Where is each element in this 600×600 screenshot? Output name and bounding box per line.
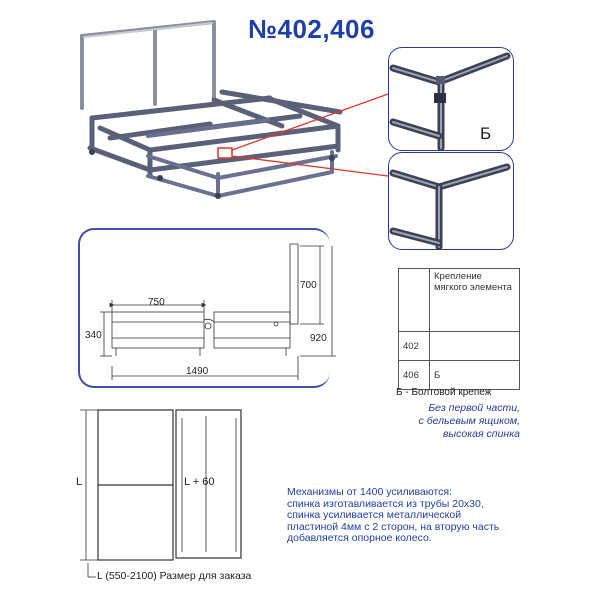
plan-right-label: L + 60 <box>184 476 215 488</box>
order-size-note: L (550-2100) Размер для заказа <box>97 570 252 582</box>
dim-340: 340 <box>85 330 102 341</box>
page-title: №402,406 <box>248 14 375 44</box>
variant-note: Без первой части, с бельевым ящиком, высокая спинка <box>418 402 520 440</box>
dim-1490: 1490 <box>186 366 209 377</box>
plan-left-label: L <box>76 476 83 488</box>
table-header: Крепление мягкого элемента <box>430 269 520 332</box>
dim-700: 700 <box>300 280 317 291</box>
table-row: 406 Б <box>399 361 520 390</box>
table-row: 402 <box>399 332 520 361</box>
dim-750: 750 <box>148 297 165 308</box>
legend-note: Б - Болтовой крепеж <box>396 387 492 398</box>
dim-920: 920 <box>310 333 327 344</box>
mechanism-note: Механизмы от 1400 усиливаются: спинка изготавливается из трубы 20x30, спинка усиливается металлической пластиной 4мм с 2 сторон, на вторую часть добавляется опорное колесо. <box>287 486 500 544</box>
detail-label-b: Б <box>480 124 492 143</box>
